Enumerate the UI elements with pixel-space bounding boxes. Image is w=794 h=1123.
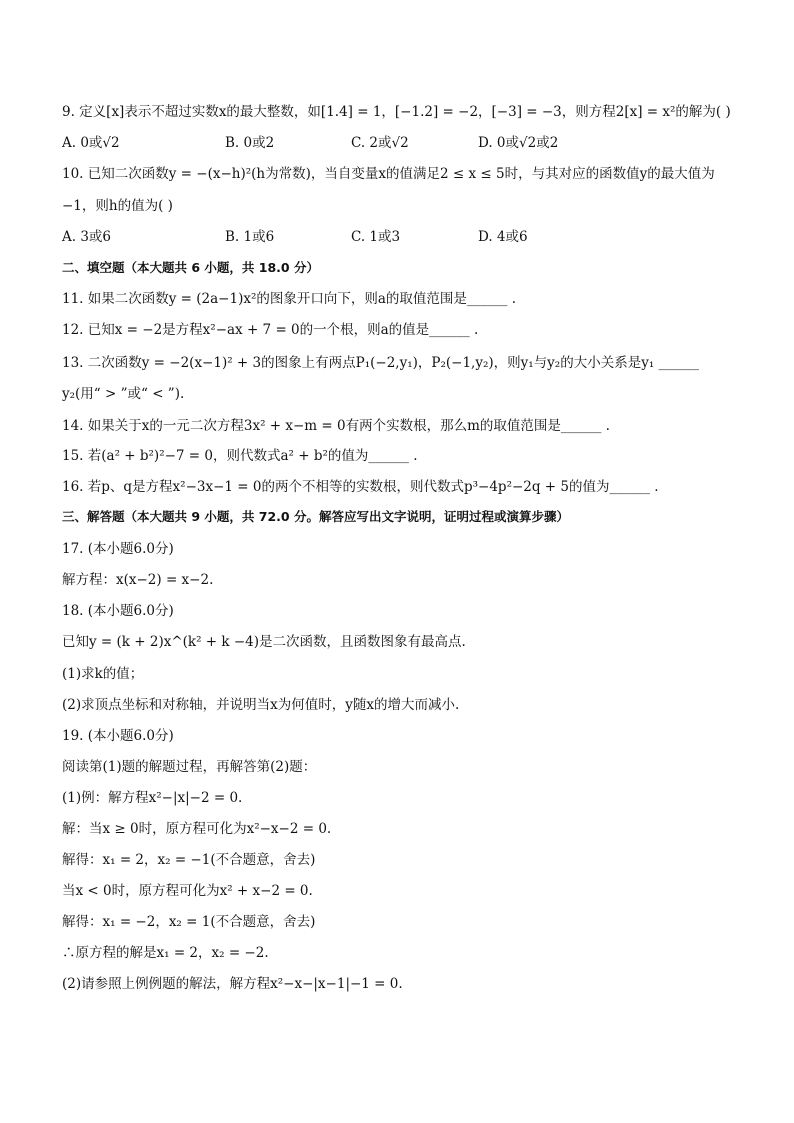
option-b: B. 0或2 [225,135,275,151]
question-13-line1: 13. 二次函数y = −2(x−1)² + 3的图象上有两点P₁(−2,y₁)，P₂(−1,y₂)，则y₁与y₂的大小关系是y₁ ______ [62,355,700,371]
question-15: 15. 若(a² + b²)²−7 = 0，则代数式a² + b²的值为______ . [62,448,418,464]
question-17-body: 解方程：x(x−2) = x−2. [62,572,214,588]
option-d: D. 0或√2或2 [478,135,559,151]
question-19-intro: 阅读第(1)题的解题过程，再解答第(2)题： [62,759,317,775]
option-a: A. 0或√2 [62,135,120,151]
option-c: C. 2或√2 [351,135,409,151]
question-18-part1: (1)求k的值； [62,666,144,682]
section-fill-in-heading: 二、填空题（本大题共 6 小题，共 18.0 分） [62,260,319,275]
question-19-solution-case2: 当x < 0时，原方程可化为x² + x−2 = 0. [62,883,313,899]
question-9-stem: 9. 定义[x]表示不超过实数x的最大整数，如[1.4] = 1，[−1.2] = −2，[−3] = −3，则方程2[x] = x²的解为( ) [62,104,731,120]
option-c: C. 1或3 [351,229,401,245]
question-18-body: 已知y = (k + 2)x^(k² + k −4)是二次函数，且函数图象有最高点. [62,634,466,650]
question-11: 11. 如果二次函数y = (2a−1)x²的图象开口向下，则a的取值范围是______ . [62,291,517,307]
option-b: B. 1或6 [225,229,275,245]
question-19-solution-case1: 解：当x ≥ 0时，原方程可化为x²−x−2 = 0. [62,821,332,837]
question-18-part2: (2)求顶点坐标和对称轴，并说明当x为何值时，y随x的增大而减小. [62,697,460,713]
question-19-example: (1)例：解方程x²−|x|−2 = 0. [62,790,243,806]
question-13-line2: y₂(用“ > ”或“ < ”). [62,386,185,402]
question-17-heading: 17. (本小题6.0分) [62,541,174,557]
option-d: D. 4或6 [478,229,528,245]
option-a: A. 3或6 [62,229,112,245]
question-19-conclusion: ∴原方程的解是x₁ = 2，x₂ = −2. [62,945,269,961]
question-10-stem-line2: −1，则h的值为( ) [62,198,173,214]
question-10-stem-line1: 10. 已知二次函数y = −(x−h)²(h为常数)，当自变量x的值满足2 ≤ x ≤ 5时，与其对应的函数值y的最大值为 [62,166,715,182]
question-19-result2: 解得：x₁ = −2，x₂ = 1(不合题意，舍去) [62,914,316,930]
question-18-heading: 18. (本小题6.0分) [62,603,174,619]
question-14: 14. 如果关于x的一元二次方程3x² + x−m = 0有两个实数根，那么m的取值范围是______ . [62,418,610,434]
question-19-heading: 19. (本小题6.0分) [62,728,174,744]
question-12: 12. 已知x = −2是方程x²−ax + 7 = 0的一个根，则a的值是______ . [62,322,479,338]
question-16: 16. 若p、q是方程x²−3x−1 = 0的两个不相等的实数根，则代数式p³−4p²−2q + 5的值为______ . [62,479,659,495]
question-19-result1: 解得：x₁ = 2，x₂ = −1(不合题意，舍去) [62,852,316,868]
section-answer-heading: 三、解答题（本大题共 9 小题，共 72.0 分。解答应写出文字说明，证明过程或演算步骤） [62,509,569,524]
question-19-part2: (2)请参照上例例题的解法，解方程x²−x−|x−1|−1 = 0. [62,976,403,992]
